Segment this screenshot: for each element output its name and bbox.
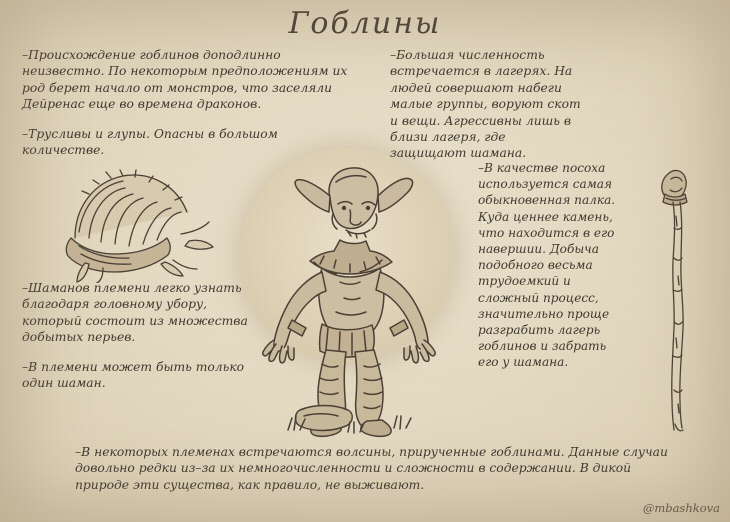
goblin-figure-drawing xyxy=(218,152,478,442)
paragraph: –Происхождение гоблинов доподлинно неизвестно. По некоторым предположениям их род берет начало от монстров, что заселяли Дейренас еще во времена драконов. xyxy=(22,48,348,112)
paragraph: –Трусливы и глупы. Опасны в большом количестве. xyxy=(22,126,278,158)
paragraph: –Большая численность встречается в лагерях. На людей совершают набеги малые группы, воруют скот и вещи. Агрессивны лишь в близи лагеря, где защищают шамана. xyxy=(390,48,581,161)
page-title: Гоблины xyxy=(288,6,442,41)
right-top-column xyxy=(390,47,585,175)
feather-headdress-drawing xyxy=(45,168,220,283)
bottom-column xyxy=(75,444,675,506)
artist-signature: @mbashkova xyxy=(642,501,720,515)
shaman-staff-drawing xyxy=(648,166,698,436)
left-top-column xyxy=(22,47,352,171)
paragraph: –Шаманов племени легко узнать благодаря головному убору, который состоит из множества добытых перьев. xyxy=(22,281,248,345)
right-staff-column xyxy=(478,160,616,384)
left-bottom-column xyxy=(22,280,257,404)
paragraph: –В племени может быть только один шаман. xyxy=(22,359,245,391)
paragraph: –В качестве посоха используется самая обыкновенная палка. Куда ценнее камень, что находится в его навершии. Добыча подобного весьма трудоемкий и сложный процесс, значительно проще разграбить лагерь гоблинов и забрать его у шамана. xyxy=(478,161,616,370)
paragraph: –В некоторых племенах встречаются волсины, прирученные гоблинами. Данные случаи довольно редки из–за их немногочисленности и сложности в содержании. В дикой природе эти существа, как правило, не выживают. xyxy=(75,445,668,492)
